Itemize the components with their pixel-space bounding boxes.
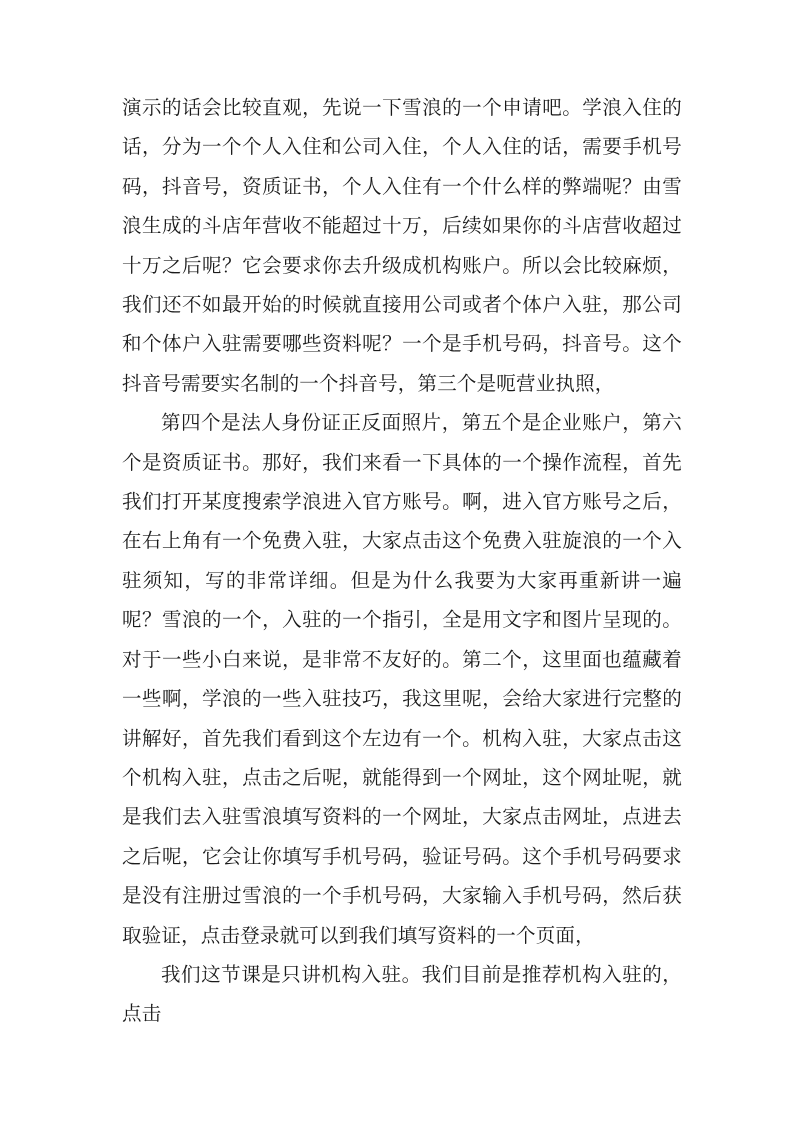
paragraph-2: 第四个是法人身份证正反面照片，第五个是企业账户，第六个是资质证书。那好，我们来看一下具体的一个操作流程，首先我们打开某度搜索学浪进入官方账号。啊，进入官方账号之后，在右上角有一个免费入驻，大家点击这个免费入驻旋浪的一个入驻须知，写的非常详细。但是为什么我要为大家再重新讲一遍呢？雪浪的一个，入驻的一个指引，全是用文字和图片呈现的。对于一些小白来说，是非常不友好的。第二个，这里面也蕴藏着一些啊，学浪的一些入驻技巧，我这里呢，会给大家进行完整的讲解好，首先我们看到这个左边有一个。机构入驻，大家点击这个机构入驻，点击之后呢，就能得到一个网址，这个网址呢，就是我们去入驻雪浪填写资料的一个网址，大家点击网址，点进去之后呢，它会让你填写手机号码，验证号码。这个手机号码要求是没有注册过雪浪的一个手机号码，大家输入手机号码，然后获取验证，点击登录就可以到我们填写资料的一个页面， [122, 411, 682, 947]
paragraph-3: 我们这节课是只讲机构入驻。我们目前是推荐机构入驻的，点击 [122, 962, 682, 1026]
document-page [122, 88, 682, 1034]
paragraph-1: 演示的话会比较直观，先说一下雪浪的一个申请吧。学浪入住的话，分为一个个人入住和公司入住，个人入住的话，需要手机号码，抖音号，资质证书，个人入住有一个什么样的弊端呢？由雪浪生成的斗店年营收不能超过十万，后续如果你的斗店营收超过十万之后呢？它会要求你去升级成机构账户。所以会比较麻烦，我们还不如最开始的时候就直接用公司或者个体户入驻，那公司和个体户入驻需要哪些资料呢？一个是手机号码，抖音号。这个抖音号需要实名制的一个抖音号，第三个是呃营业执照， [122, 96, 682, 395]
